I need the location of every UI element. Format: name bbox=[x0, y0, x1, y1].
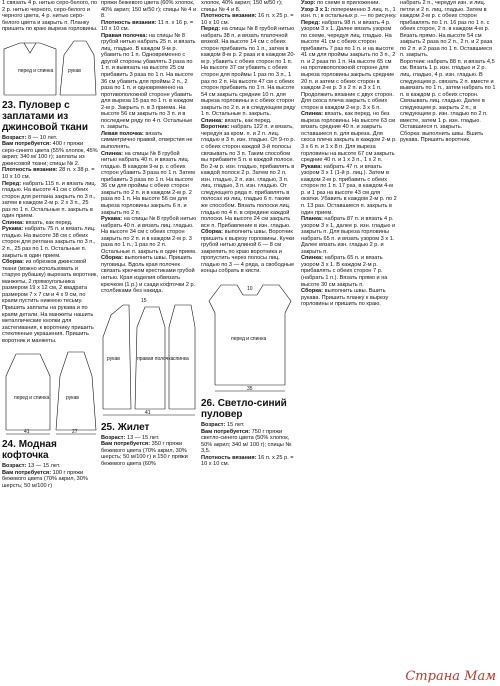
right-front-text: на спицы № 8 грубой нитью набрать 25 п. и вязать лиц. гладью. В каждом 9-м р. убавить по 1 п. Одновременно с другой стороны убавлять 3 раза по 1 п. и вывязать на высоте 25 см прибавить 3 раза по 1 п. На высоте 36 см убавить для проймы 2 п., 2 раза по 1 п. и одновременно на противоположной стороне убавить для выреза 15 раз по 1 п. в каждом 2-м р. Закрыть п. в 3 приема. На высоте 56 см закрыть по 3 п. и в последнем ряду по 4 п. Остальные п. закрыть. bbox=[101, 32, 196, 131]
diagram-24-top: 15 bbox=[141, 297, 147, 304]
diagram-23b-width: 41 bbox=[24, 429, 30, 436]
diagram-23b-width2: 27 bbox=[72, 429, 78, 436]
section-25-title bbox=[101, 422, 197, 433]
rib-label: Узор 3 х 1: bbox=[301, 6, 330, 13]
col5-para-3: Сборка: выполнить швы. Вшить рукава. Пришить воротник. bbox=[400, 130, 484, 144]
col3-intro: хлопок, 40% акрил; 150 м/50 г); спицы № 4 и 8. bbox=[201, 0, 283, 13]
assembly-text: выполнить швы. Воротник пришить к вырезу горловины. Кучки грубой нитью длиной 6 — 8 см закрепить по краю воротника и пропустить через полосы лиц. гладью по 3 — 4 ряда, а свободные концы собрать в кисти. bbox=[201, 229, 295, 275]
diagram-25 bbox=[201, 277, 297, 395]
density-value: 11 п. х 16 р. = 10 х 10 см. bbox=[101, 19, 194, 33]
section-24-number: 24. bbox=[2, 439, 16, 451]
section-24-title bbox=[2, 439, 98, 461]
assembly-text: выполнить швы. Пришить пуговицы. Вдоль края полочек связать крючком крестиками грубой нитью. Края изделия обвязать крючком (1 р.) и сзади кофточки 2 р. столбиками без накида. bbox=[101, 255, 196, 295]
age-value: 8 — 10 лет. bbox=[27, 134, 58, 141]
age2-value: 13 — 15 лет. bbox=[27, 463, 61, 470]
diagram-23b-front-label: перед и спинка bbox=[14, 395, 50, 402]
diagram-25-front-label: перед и спинка bbox=[231, 335, 267, 342]
materials2-value: 100 г пряжи бежевого цвета (70% акрил, 30% шерсть; 50 м/100 г) bbox=[2, 469, 88, 489]
front-text: набрать 115 п. и вязать лиц. гладью. На высоте 41 см с обеих сторон для реглана закрыть по 3 п., затем в каждом 2-м р. 2 х 3 п., 25 раз по 1 п. Остальные п. закрыть в один прием. bbox=[2, 180, 97, 220]
column-2 bbox=[101, 0, 197, 686]
diagram-23b-sleeve-label: рукав bbox=[66, 395, 79, 402]
diagram-24 bbox=[101, 297, 197, 419]
section-26-number: 26. bbox=[201, 397, 215, 409]
diagram-23a-sleeve-label: рукав bbox=[68, 67, 81, 74]
front-text: набрать 98 п. и вязать 4 р. узором 3 х 1. Далее вязать узором по схеме, чередуя лиц. гладью. На высоте 41 см с обеих сторон прибавить 7 раз по 1 п. и на высоте 41 см для проймы закрыть по 3 п., 2 п. и 2 раза по 1 п. На высоте 65 см на противоположной стороне для выреза горловины закрыть средние 20 п. и затем с обеих сторон в каждом 2-м р. 3 х 2 п. и 3 х 1 п. Продолжить вязание с двух сторон. Для скоса плеча закрыть с обеих сторон в каждом 2-м р. 3 х 6 п. bbox=[301, 19, 396, 111]
col5-para-1: набрать 2 п., чередуя изн. и лиц. петли и 2 п. лиц. гладью. Затем в каждом 2-м р. с обеих сторон прибавлять по 1 п. 16 раз по 1 п. с обеих сторон, 2 п. в каждом 4-м р. Вязать прямо. На высоте 54 см закрыть 2 раза по 2 п., 2 п. и 2 раза по 2 п. и 2 раза по 1 п. Оставшиеся п. закрыть. bbox=[400, 0, 493, 59]
density-label: Плотность вязания: bbox=[201, 454, 257, 461]
back2-text: набрать 65 п. и вязать узором 3 х 1. В каждом 2-м р. прибавлять с обеих сторон 7 р. (набрать 1 п.). Вязать прямо и на высоте 30 см закрыть п. bbox=[301, 255, 388, 288]
diagram-24-back-label: спинка bbox=[173, 355, 189, 362]
materials-value: 400 г пряжи серо-синего цвета (55% хлопок, 45% акрил; 340 м/ 100 г); заплаты из джинсовой ткани; спицы № 2. bbox=[2, 141, 98, 167]
age-value: 15 лет. bbox=[226, 421, 245, 428]
sleeves-text: набрать 47 п. и вязать узором 3 х 1 (1-й р. лиц.). Затем в каждом 2-м р. прибавить с обеих сторон по 1 п. 17 раз, в каждом 4-м р. и 1 раз на высоте 43 см для окатки. Убавить в каждом 2-м р. по 2 п. 13 раз. Оставшиеся п. закрыть в один прием. bbox=[301, 163, 397, 216]
sleeves-label: Рукава: bbox=[101, 216, 123, 223]
assembly-text: из обрезков джинсовой ткани (можно использовать и старую рубашку) вырезать воротник, манжеты, 2 прямоугольника размером 19 х 12 см, 2 квадрата размером 7 х 7 см и 4 х 9 см, по краям пустить нижнюю тесьму. Пришить заплаты на рукава и по краям детали. На манжеты нашить металлические кнопки для застегивания, к воротнику пришить стеклянные украшения. Пришить воротник и манжеты. bbox=[2, 259, 98, 344]
column-4 bbox=[301, 0, 397, 686]
collar-label: Воротник: bbox=[201, 124, 230, 131]
back-label: Спинка: bbox=[301, 111, 324, 118]
age2-label: Возраст: bbox=[2, 463, 27, 470]
section-23-title bbox=[2, 100, 98, 133]
diagram-23-top bbox=[2, 35, 98, 97]
placket-text: набрать 87 п. и вязать 4 р. узором 3 х 1, далее р. изн. гладью и закрыть п. Для выреза горловины набрать 65 п. и вязать узором 3 х 1. Далее вязать изн. гладью 2 р. и закрыть п. bbox=[301, 216, 396, 255]
back-label: Спинка: bbox=[201, 117, 224, 124]
assembly-label: Сборка: bbox=[101, 255, 124, 262]
materials-label: Вам потребуется: bbox=[201, 428, 251, 435]
density-label: Плотность вязания: bbox=[2, 167, 58, 174]
sleeves-text: на спицы № 8 грубой нитью набрать 40 п. и вязать лиц. гладью. На высоте 34 см с обеих сторон закрыть по 2 п. и в каждом 2-м р. 3 раза по 1 п., 1 раз по 2 п. Остальные п. закрыть в один прием. bbox=[101, 216, 197, 255]
col1-intro: 1 связать 4 р. нитью серо-белого, по 2 р. нитью черного, серо-белого и черного цвета, 4 р. нитью серо-белого цвета и закрыть п. Планку пришить по краю выреза горловины. bbox=[2, 0, 98, 33]
density-value: 16 п. х 25 р. = 10 х 10 см. bbox=[201, 13, 294, 26]
diagram-24-sleeve-label: рукав bbox=[107, 355, 120, 362]
section-25-number: 25. bbox=[101, 421, 115, 433]
collar-text: набрать 122 п. и вязать, чередуя за кром. п. и 2 п. лиц. гладью и 3 п. изн. гладью. От 9-го р. с обеих сторон каждой 3-й полосы связывать по 3 п. Таким способом вы прибавите 5 п. в каждой полосе. Во 2-м р. изн. гладью, прибавлять в каждой полосе 2 р. Затем по 2 п. изн. гладью, 2 п. изн. гладью, 3 п. лиц. гладью, 3 п. изн. гладью. От следующего ряда п. прибавлять в полосах из лиц. гладью 6 п. таким же способом. Вязать полоски лиц. гладью по 4 п. в середине каждой полоски. На высоте 24 см закрыть все п. Прибавление в изн. гладью. bbox=[201, 124, 296, 229]
back-text: на спицы № 8 грубой нитью набрать 40 п. и вязать лиц. гладью. В каждом 9-м р. с обеих сторон убавить 3 раза по 1 п. Затем прибавить 3 раза по 1 п. На высоте 36 см для проймы с обеих сторон закрыть по 2 п. и в каждом 2-м р. 2 раза по 1 п. На высоте 56 см для выреза горловины закрыть 6 п. и закрыть по 2 п. bbox=[101, 150, 195, 216]
site-watermark: Страна Мам bbox=[405, 669, 496, 684]
materials-label: Вам потребуется: bbox=[101, 441, 151, 448]
section-23-heading: Пуловер с заплатами из джинсовой ткани bbox=[2, 99, 88, 133]
pattern-schematic-23a bbox=[2, 35, 98, 97]
sleeves-label: Рукава: bbox=[301, 163, 323, 170]
diagram-24-right-label: правая полочка bbox=[137, 355, 174, 362]
age-value: 13 — 15 лет. bbox=[126, 434, 160, 441]
front-text: на спицы № 8 грубой нитью набрать 38 п. и вязать платочной вязкой. На высоте 14 см с обеих сторон прибавить по 1 п., затем в каждом 8-м р. 2 раза и в каждом 20-м р. убавить с обеих сторон по 1 п. На высоте 37 см убавить с обеих сторон для проймы 1 раз по 3 п., 1 раз по 2 п. На высоте 47 см с обеих сторон прибавить по 1 п. На высоте 54 см закрыть средние 10 п. для выреза горловины и с обеих сторон закрыть по 2 п. и в следующем ряду 1 п. Остальные п. закрыть. bbox=[201, 26, 296, 118]
materials-value: 350 г пряжи бежевого цвета (70% акрил, 30% шерсть; 50 м/100 г) и 150 г пряжи бежевого цвета (60% bbox=[101, 441, 188, 467]
section-25-heading: Жилет bbox=[117, 421, 150, 433]
right-front-label: Правая полочка: bbox=[101, 32, 148, 39]
density-label: Плотность вязания: bbox=[201, 13, 257, 20]
materials-value: 750 г пряжи светло-синего цвета (50% хлопок, 50% акрил; 340 м/ 100 г); спицы № 3,5. bbox=[201, 428, 292, 455]
sleeves-text: набрать 75 п. и вязать лиц. гладью. На высоте 38 см с обеих сторон для реглана закрыть по 3 п., 2 п., 25 раз по 1 п. Остальные п. закрыть в один прием. bbox=[2, 226, 96, 259]
left-front-label: Левая полочка: bbox=[101, 130, 144, 137]
assembly-text: выполнить швы. Вшить рукава. Пришить планку к вырезу горловины и пришить по краю. bbox=[301, 288, 389, 308]
back-text: вязать, как перед, но без выреза горловины. На высоте 63 см вязать средние 40 п. и закрыть оставшиеся п. для выреза. Для скоса плеча закрыть в каждом 2-м р. 3 х 6 п. и 1 х 8 п. Для выреза горловины на высоте 67 см закрыть средние 40 п. и 1 х 3 п., 1 х 2 п. bbox=[301, 111, 397, 164]
col2-intro: пряжи бежевого цвета (60% хлопок, 40% акрил; 150 м/50 г); спицы № 4 и 8. bbox=[101, 0, 197, 20]
pattern-text: по схеме в приложении. bbox=[317, 0, 380, 6]
density-label: Плотность вязания: bbox=[101, 19, 157, 26]
diagram-24-width: 41 bbox=[145, 409, 151, 416]
materials2-label: Вам потребуется: bbox=[2, 469, 52, 476]
back-label: Спинка: bbox=[101, 150, 124, 157]
assembly-label: Сборка: bbox=[2, 259, 25, 266]
back-text: вязать, как перед. bbox=[224, 117, 272, 124]
diagram-25-width: 35 bbox=[247, 385, 253, 392]
pattern-label: Узор: bbox=[301, 0, 316, 6]
column-3 bbox=[201, 0, 297, 686]
diagram-25-top: 10 bbox=[247, 285, 253, 292]
age-label: Возраст: bbox=[201, 421, 226, 428]
density-value: 28 п. х 38 р. = 10 х 10 см. bbox=[2, 167, 95, 181]
col5-para-2: Воротник: набрать 88 п. и вязать 4,5 см. Вязать 1 р. изн. гладью и 2 р. лиц. гладью, 4 р. изн. гладью. В следующем р. связать 2 п. вместе и вывязать по 1 п., затем набрать по 1 п. в каждом р. с обеих сторон. Связывать лиц. гладью. Далее в следующем р. закрыть 2 п.; в следующем р. изн. гладью по 2 п. вместе, затем 1 р. изн. гладью. Оставшиеся п. закрыть. bbox=[400, 58, 496, 131]
diagram-23-bottom bbox=[2, 346, 98, 436]
back2-label: Спинка: bbox=[301, 255, 324, 262]
section-26-title bbox=[201, 398, 297, 420]
front-label: Перед: bbox=[2, 180, 22, 187]
diagram-23a-front-label: перед и спинка bbox=[18, 67, 54, 74]
assembly-label: Сборка: bbox=[201, 229, 224, 236]
front-label: Перед: bbox=[301, 19, 321, 26]
section-23-number: 23. bbox=[2, 99, 16, 111]
assembly-label: Сборка: bbox=[301, 288, 324, 295]
left-front-text: вязать симметрично правой, отверстия не выполнять. bbox=[101, 130, 193, 151]
back-label: Спинка: bbox=[2, 219, 25, 226]
pattern-schematic-23b bbox=[2, 346, 98, 436]
column-1 bbox=[2, 0, 98, 686]
age-label: Возраст: bbox=[2, 134, 27, 141]
front-label: Перед: bbox=[201, 26, 221, 33]
materials-label: Вам потребуется: bbox=[2, 141, 52, 148]
age-label: Возраст: bbox=[101, 434, 126, 441]
rib-text: попеременно 3 лиц. п., 1 изн. п.; в остальных р. — по рисунку. bbox=[301, 6, 397, 20]
back-text: вязать, как перед. bbox=[25, 219, 73, 226]
section-26-heading: Светло-синий пуловер bbox=[201, 397, 287, 420]
placket-label: Планка: bbox=[301, 216, 323, 223]
sleeves-label: Рукава: bbox=[2, 226, 24, 233]
section-24-heading: Модная кофточка bbox=[2, 439, 57, 462]
density-value: 16 п. х 25 р. = 10 х 10 см. bbox=[201, 454, 294, 468]
column-5 bbox=[400, 0, 498, 686]
